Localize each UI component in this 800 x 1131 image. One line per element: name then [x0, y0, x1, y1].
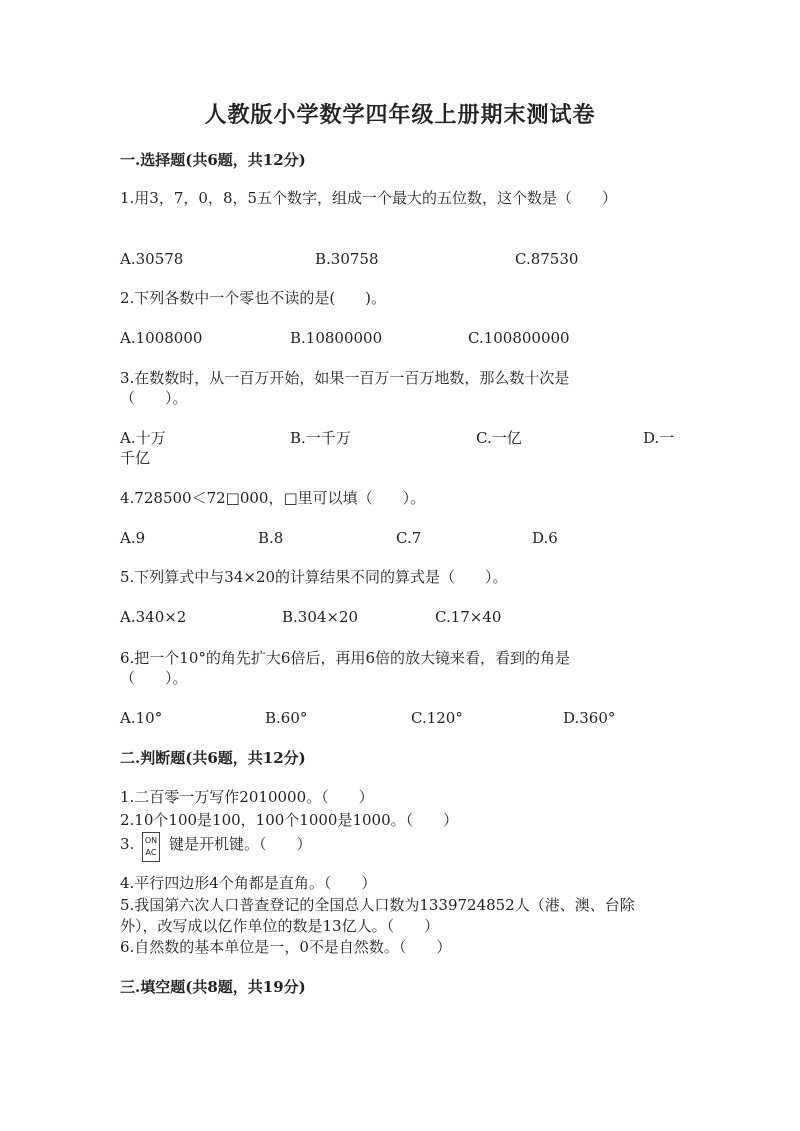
- section-heading-judgement: 二.判断题(共6题，共12分): [120, 749, 306, 767]
- question-4-stem: 4.728500＜72□000，□里可以填（ ）。: [120, 489, 426, 507]
- section-heading-choice: 一.选择题(共6题，共12分): [120, 151, 306, 169]
- q5-option-a: A.340×2: [120, 608, 187, 626]
- q2-option-b: B.10800000: [290, 329, 383, 347]
- q1-option-a: A.30578: [120, 250, 184, 268]
- q1-option-b: B.30758: [315, 250, 379, 268]
- judge-item-3-text: 键是开机键。（ ）: [169, 835, 312, 853]
- judge-item-2: 2.10个100是100，100个1000是1000。（ ）: [120, 811, 459, 829]
- q4-option-c: C.7: [396, 529, 422, 547]
- key-icon-bottom-text: AC: [145, 848, 157, 857]
- question-2-stem: 2.下列各数中一个零也不读的是( )。: [120, 289, 387, 307]
- judge-item-3-number: 3.: [120, 835, 135, 853]
- q3-option-d: D.一: [643, 429, 675, 447]
- q2-option-c: C.100800000: [468, 329, 570, 347]
- key-icon-top-text: ON: [144, 836, 158, 845]
- judge-item-5-cont: 外），改写成以亿作单位的数是13亿人。（ ）: [120, 917, 440, 935]
- question-3-stem-cont: （ ）。: [120, 389, 188, 407]
- q4-option-d: D.6: [532, 529, 558, 547]
- q3-option-d-wrap: 千亿: [120, 449, 151, 467]
- question-5-stem: 5.下列算式中与34×20的计算结果不同的算式是（ ）。: [120, 568, 508, 586]
- q6-option-c: C.120°: [411, 709, 463, 727]
- q2-option-a: A.1008000: [120, 329, 203, 347]
- q6-option-a: A.10°: [120, 709, 163, 727]
- q4-option-b: B.8: [258, 529, 284, 547]
- judge-item-5: 5.我国第六次人口普查登记的全国总人口数为1339724852人（港、澳、台除: [120, 896, 635, 914]
- page-title: 人教版小学数学四年级上册期末测试卷: [204, 102, 596, 128]
- q3-option-c: C.一亿: [476, 429, 522, 447]
- section-heading-fill-in: 三.填空题(共8题，共19分): [120, 978, 306, 996]
- q6-option-b: B.60°: [265, 709, 308, 727]
- question-6-stem-cont: （ ）。: [120, 669, 188, 687]
- q4-option-a: A.9: [120, 529, 146, 547]
- judge-item-4: 4.平行四边形4个角都是直角。（ ）: [120, 874, 377, 892]
- q5-option-c: C.17×40: [435, 608, 502, 626]
- judge-item-6: 6.自然数的基本单位是一，0不是自然数。（ ）: [120, 938, 452, 956]
- on-ac-key-icon: [142, 832, 160, 862]
- q1-option-c: C.87530: [515, 250, 579, 268]
- q3-option-a: A.十万: [120, 429, 166, 447]
- q5-option-b: B.304×20: [282, 608, 359, 626]
- question-1-stem: 1.用3，7，0，8，5五个数字，组成一个最大的五位数，这个数是（ ）: [120, 189, 618, 207]
- q6-option-d: D.360°: [563, 709, 616, 727]
- judge-item-1: 1.二百零一万写作2010000。（ ）: [120, 788, 374, 806]
- question-6-stem: 6.把一个10°的角先扩大6倍后，再用6倍的放大镜来看，看到的角是: [120, 649, 570, 667]
- question-3-stem: 3.在数数时，从一百万开始，如果一百万一百万地数，那么数十次是: [120, 369, 570, 387]
- q3-option-b: B.一千万: [290, 429, 351, 447]
